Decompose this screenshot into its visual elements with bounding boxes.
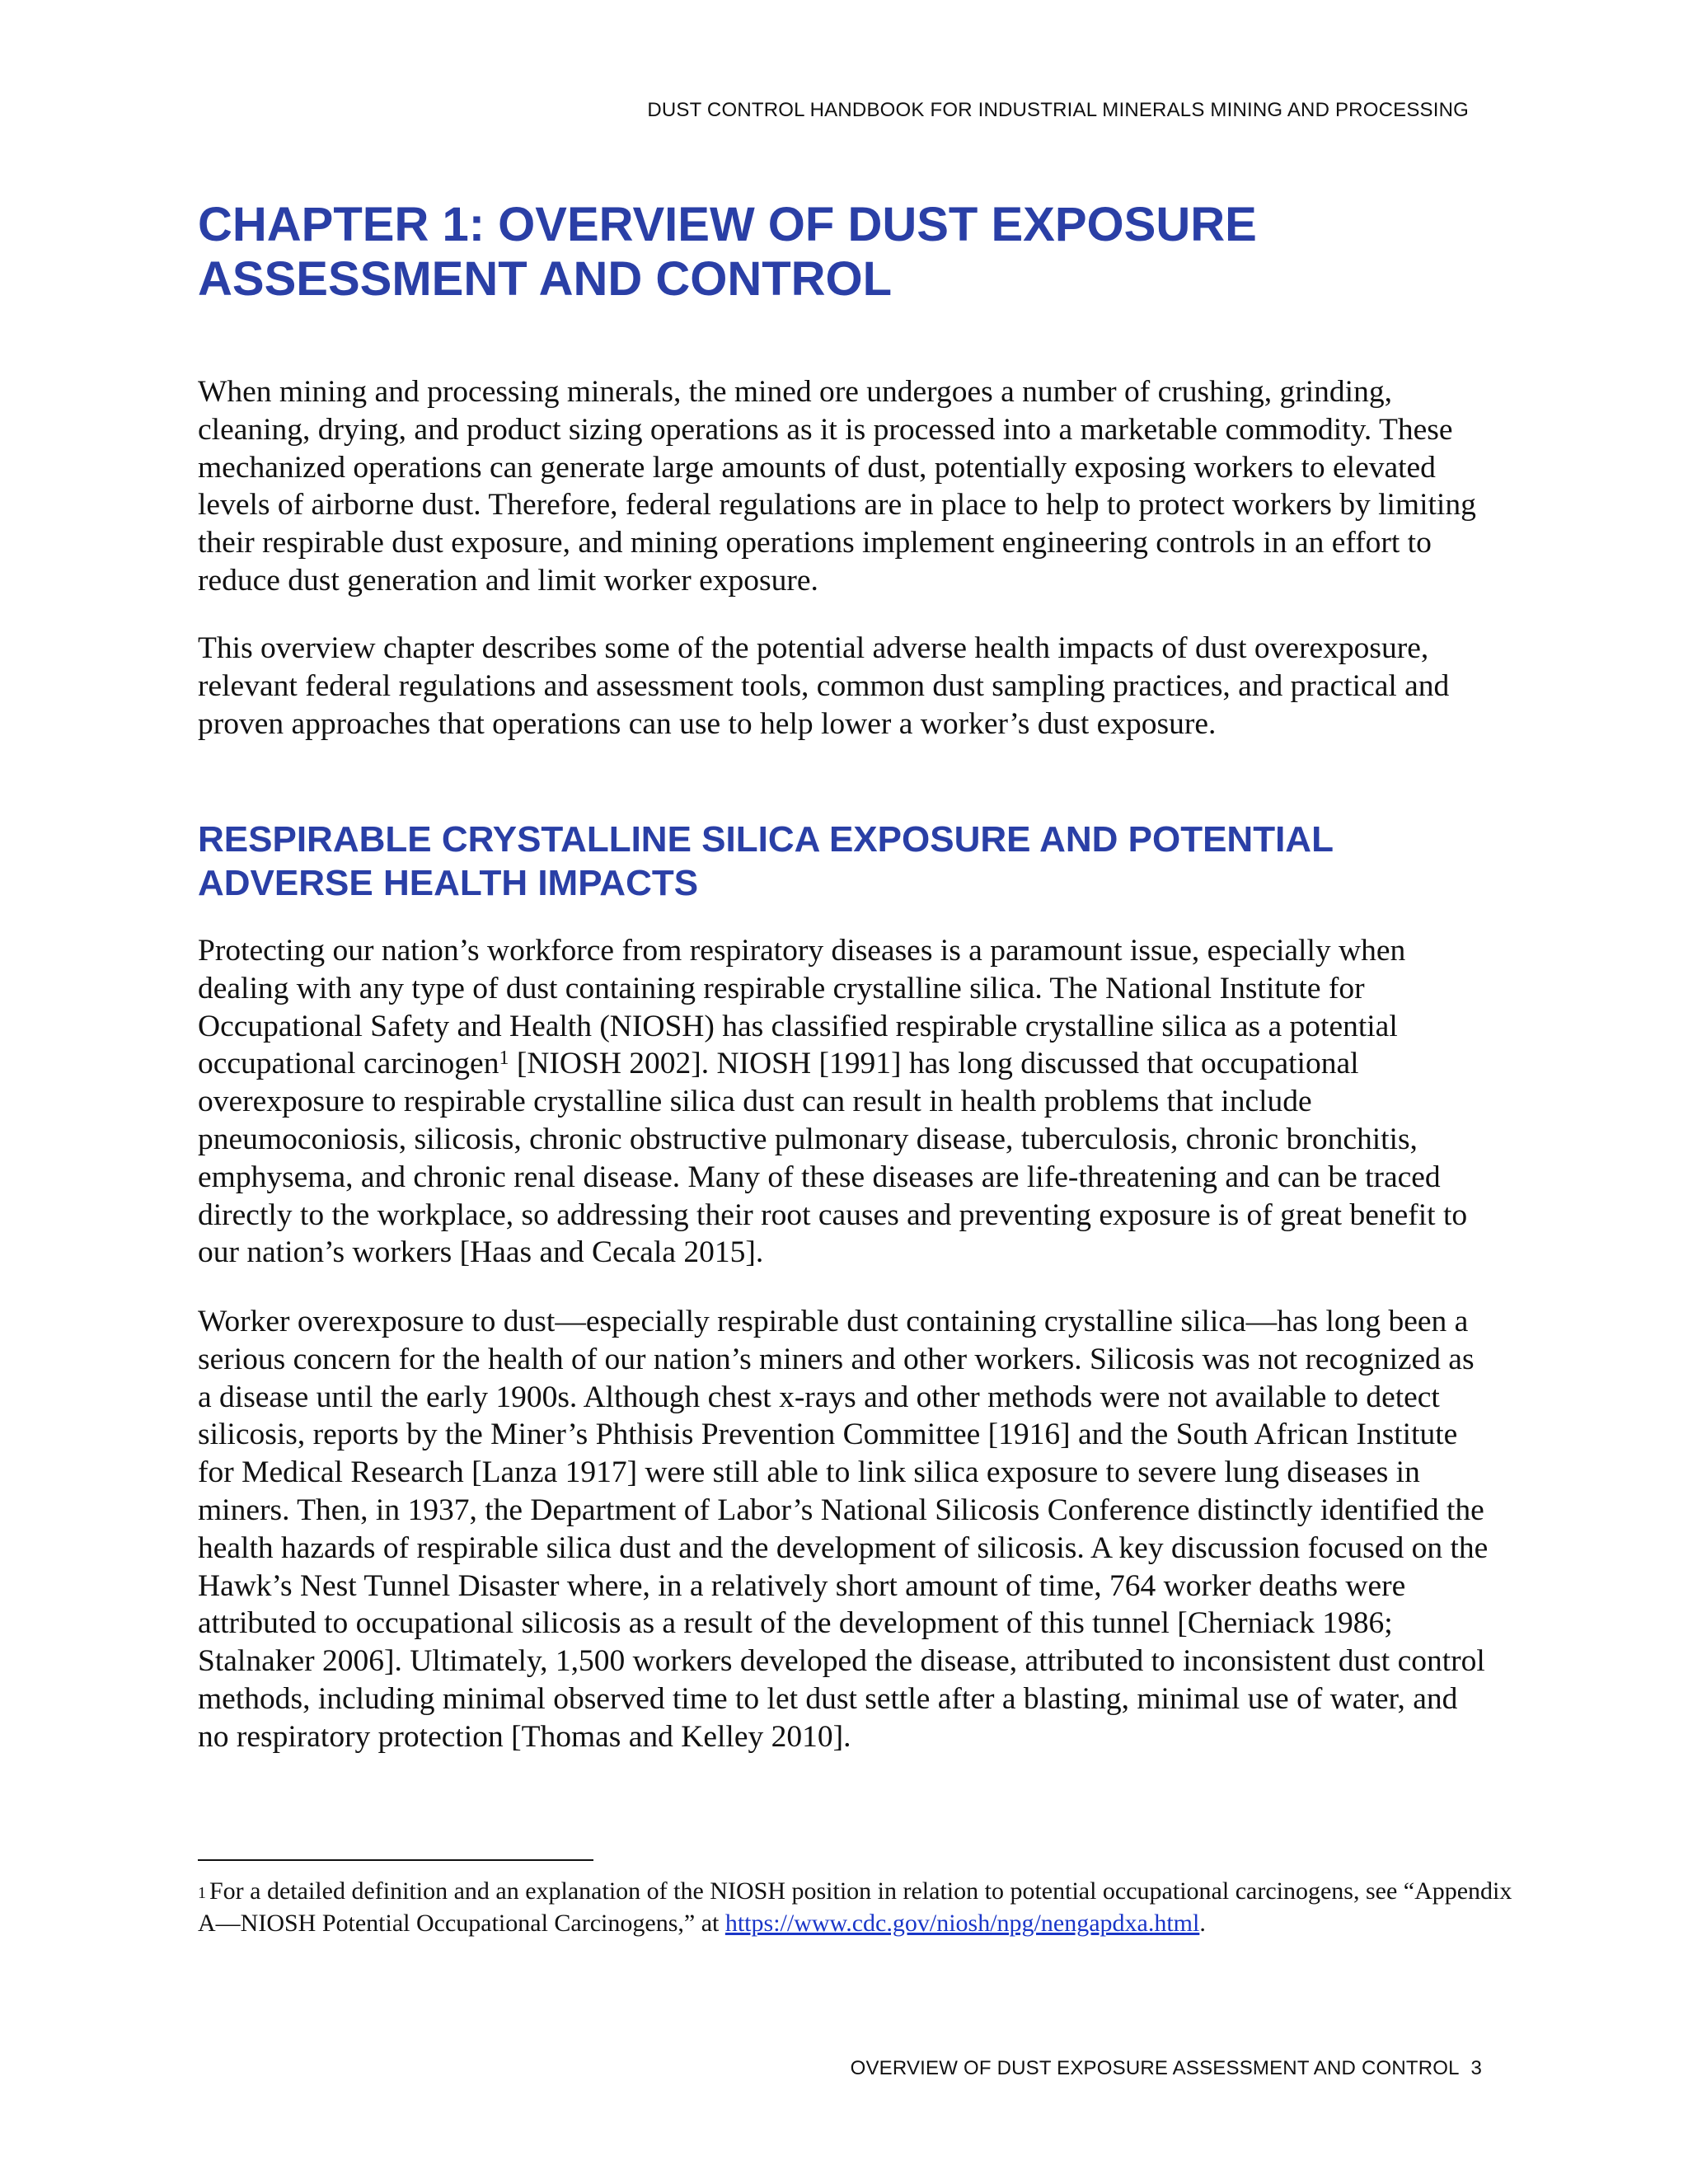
section-paragraph-2: Worker overexposure to dust—especially respirable dust containing crystalline silica—has long been a serious concern for the health of our nation’s miners and other workers. Silicosis was not recognized as a disease until the early 1900s. Although chest x-rays and other methods were not available to detect silicosis, reports by the Miner’s Phthisis Prevention Committee [1916] and the South African Institute for Medical Research [Lanza 1917] were still able to link silica exposure to severe lung diseases in miners. Then, in 1937, the Department of Labor’s National Silicosis Conference distinctly identified the health hazards of respirable silica dust and the development of silicosis. A key discussion focused on the Hawk’s Nest Tunnel Disaster where, in a relatively short amount of time, 764 worker deaths were attributed to occupational silicosis as a result of the development of this tunnel [Cherniack 1986; Stalnaker 2006]. Ultimately, 1,500 workers developed the disease, attributed to inconsistent dust control methods, including minimal observed time to let dust settle after a blasting, minimal use of water, and no respiratory protection [Thomas and Kelley 2010]. <box>198 1305 1489 1754</box>
section-heading <box>198 818 1533 905</box>
footnote-end: . <box>1199 1909 1206 1937</box>
section-paragraph-1 <box>198 932 1492 1272</box>
footnote-marker: 1 <box>198 1884 206 1902</box>
section-paragraph-1-text-b: [NIOSH 2002]. NIOSH [1991] has long discussed that occupational overexposure to respirable crystalline silica dust can result in health problems that include pneumoconiosis, silicosis, chronic obstructive pulmonary disease, tuberculosis, chronic bronchitis, emphysema, and chronic renal disease. Many of these diseases are life-threatening and can be traced directly to the workplace, so addressing their root causes and preventing exposure is of great benefit to our nation’s workers [Haas and Cecala 2015]. <box>198 1047 1468 1270</box>
section-paragraph-1-text-a: Protecting our nation’s workforce from respiratory diseases is a paramount issue, especially when dealing with any type of dust containing respirable crystalline silica. The National Institute for Occupational Safety and Health (NIOSH) has classified respirable crystalline silica as a potential occupational carcinogen <box>198 934 1406 1081</box>
footer-title: OVERVIEW OF DUST EXPOSURE ASSESSMENT AND CONTROL <box>850 2057 1460 2079</box>
footnote-divider <box>198 1859 593 1861</box>
section-heading-line-2: ADVERSE HEALTH IMPACTS <box>198 863 699 903</box>
running-footer <box>851 2057 1482 2080</box>
chapter-title <box>198 198 1517 307</box>
footnote <box>198 1876 1517 1939</box>
section-heading-line-1: RESPIRABLE CRYSTALLINE SILICA EXPOSURE AND POTENTIAL <box>198 819 1334 860</box>
chapter-title-line-1: CHAPTER 1: OVERVIEW OF DUST EXPOSURE <box>198 198 1257 251</box>
footnote-reference[interactable]: 1 <box>499 1047 509 1070</box>
footnote-link[interactable]: https://www.cdc.gov/niosh/npg/nengapdxa.html <box>724 1909 1200 1937</box>
chapter-title-line-2: ASSESSMENT AND CONTROL <box>198 252 893 306</box>
page-number: 3 <box>1470 2057 1482 2079</box>
intro-paragraph-1: When mining and processing minerals, the mined ore undergoes a number of crushing, grinding, cleaning, drying, and product sizing operations as it is processed into a marketable commodity. These mechanized operations can generate large amounts of dust, potentially exposing workers to elevated levels of airborne dust. Therefore, federal regulations are in place to help to protect workers by limiting their respirable dust exposure, and mining operations implement engineering controls in an effort to reduce dust generation and limit worker exposure. <box>198 375 1476 598</box>
intro-paragraph-2: This overview chapter describes some of the potential adverse health impacts of dust overexposure, relevant federal regulations and assessment tools, common dust sampling practices, and practical and proven approaches that operations can use to help lower a worker’s dust exposure. <box>198 631 1450 741</box>
running-header: DUST CONTROL HANDBOOK FOR INDUSTRIAL MINERALS MINING AND PROCESSING <box>647 99 1469 121</box>
footnote-text: For a detailed definition and an explanation of the NIOSH position in relation to potential occupational carcinogens, see “Appendix A—NIOSH Potential Occupational Carcinogens,” at <box>198 1877 1512 1937</box>
